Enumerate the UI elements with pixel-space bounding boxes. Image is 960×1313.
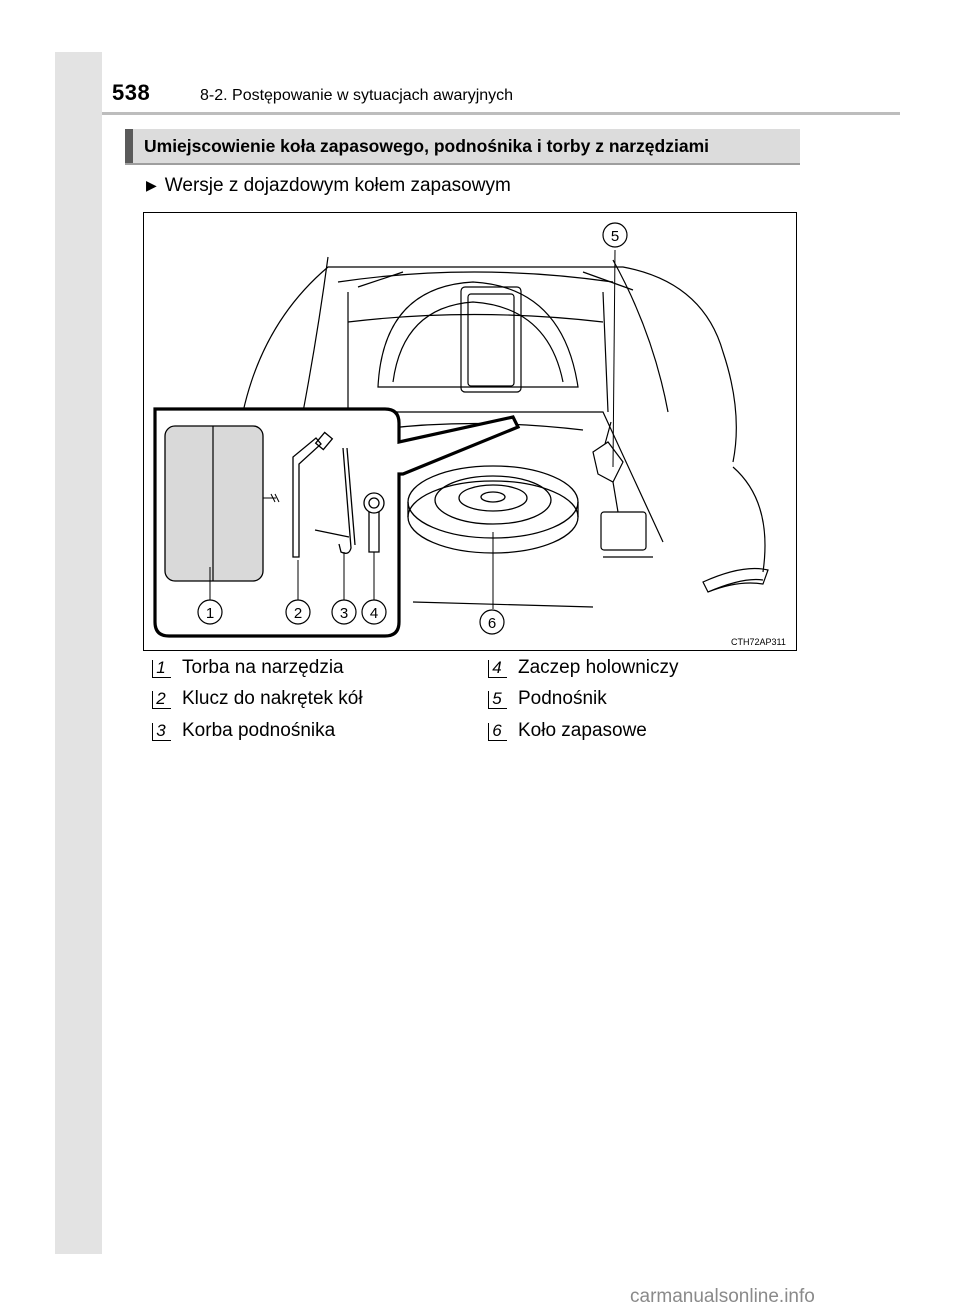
legend-item-5 [490, 688, 607, 710]
watermark: carmanualsonline.info [630, 1286, 815, 1307]
legend-label: Koło zapasowe [518, 720, 647, 741]
svg-text:6: 6 [487, 615, 497, 632]
legend-num: 1 [154, 658, 168, 678]
side-tab [55, 52, 102, 1254]
section-title-box [125, 129, 800, 165]
svg-text:1: 1 [205, 605, 215, 622]
legend-num: 3 [154, 721, 168, 741]
subheading [146, 175, 511, 197]
svg-text:5: 5 [610, 228, 620, 245]
legend-item-3 [154, 720, 335, 742]
legend-num: 2 [154, 689, 168, 709]
legend-label: Zaczep holowniczy [518, 657, 679, 678]
legend-label: Korba podnośnika [182, 720, 336, 741]
legend-label: Podnośnik [518, 688, 607, 709]
subheading-text: Wersje z dojazdowym kołem zapasowym [164, 175, 511, 196]
legend-num: 5 [490, 689, 504, 709]
page-number: 538 [112, 80, 151, 105]
legend-label: Klucz do nakrętek kół [182, 688, 363, 709]
legend-item-2 [154, 688, 363, 710]
section-title-bar [125, 129, 133, 163]
header-rule [102, 112, 900, 115]
triangle-arrow-icon: ▶ [146, 177, 157, 193]
legend-num: 4 [490, 658, 504, 678]
section-title: Umiejscowienie koła zapasowego, podnośnika i torby z narzędziami [144, 136, 709, 156]
svg-text:3: 3 [339, 605, 349, 622]
figure-code: CTH72AP311 [731, 637, 786, 647]
legend-item-4 [490, 657, 679, 679]
legend-num: 6 [490, 721, 504, 741]
legend-item-1 [154, 657, 344, 679]
legend-item-6 [490, 720, 647, 742]
legend-label: Torba na narzędzia [182, 657, 344, 678]
trunk-illustration [143, 212, 797, 651]
svg-text:4: 4 [369, 605, 379, 622]
svg-text:2: 2 [293, 605, 303, 622]
chapter-title: 8-2. Postępowanie w sytuacjach awaryjnych [200, 87, 514, 104]
